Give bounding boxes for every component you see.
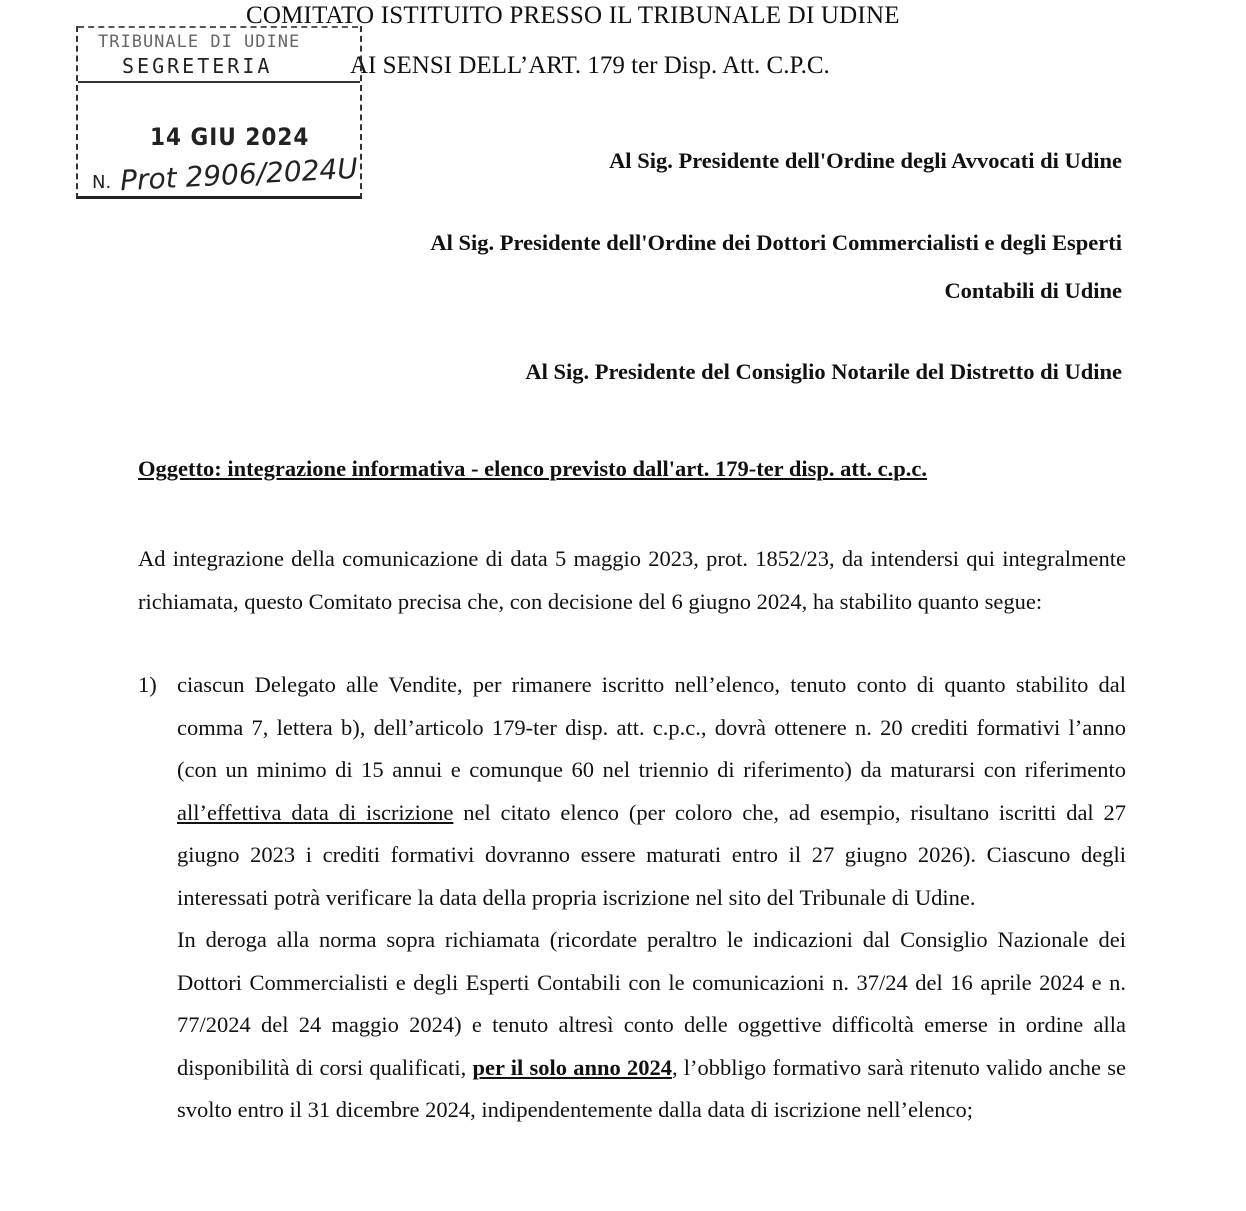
item-paragraph-2: [177, 919, 1126, 1132]
stamp-department: SEGRETERIA: [122, 54, 273, 78]
stamp-protocol-label: N.: [92, 172, 112, 193]
addressee-avvocati: Al Sig. Presidente dell'Ordine degli Avvocati di Udine: [609, 148, 1122, 173]
item-p1-underlined: all’effettiva data di iscrizione: [177, 799, 454, 825]
addressee-notai: Al Sig. Presidente del Consiglio Notarile del Distretto di Udine: [525, 359, 1122, 384]
header-line-1: COMITATO ISTITUITO PRESSO IL TRIBUNALE DI UDINE: [246, 2, 900, 29]
stamp-top-border: [78, 26, 358, 28]
stamp-divider: [78, 81, 360, 83]
item-p2-text-a: In deroga alla norma sopra richiamata (ricordate peraltro le indicazioni dal Consiglio Nazionale dei Dottori Commercialisti e degli Esperti Contabili con le comunicazioni n. 37/24 del 16 aprile 2024 e n. 77/2024 del 24 maggio 2024) e tenuto altresì conto delle oggettive difficoltà emerse in ordine alla disponibilità di corsi qualificati,: [177, 927, 1126, 1080]
numbered-list: [138, 664, 1126, 1132]
list-item-number: 1): [138, 672, 157, 697]
header-line-2: AI SENSI DELL’ART. 179 ter Disp. Att. C.P.C.: [350, 52, 830, 79]
subject-line: Oggetto: integrazione informativa - elenco previsto dall'art. 179-ter disp. att. c.p.c.: [138, 456, 928, 481]
intro-text: Ad integrazione della comunicazione di data 5 maggio 2023, prot. 1852/23, da intendersi qui integralmente richiamata, questo Comitato precisa che, con decisione del 6 giugno 2024, ha stabilito quanto segue:: [138, 546, 1126, 614]
item-p1-text-a: ciascun Delegato alle Vendite, per rimanere iscritto nell’elenco, tenuto conto di quanto stabilito dal comma 7, lettera b), dell’articolo 179-ter disp. att. c.p.c., dovrà ottenere n. 20 crediti formativi l’anno (con un minimo di 15 annui e comunque 60 nel triennio di riferimento) da maturarsi con riferimento: [177, 672, 1126, 782]
item-p2-bold-underlined: per il solo anno 2024: [472, 1054, 672, 1080]
list-item: [177, 664, 1126, 1132]
item-paragraph-1: [177, 664, 1126, 919]
stamp-court: TRIBUNALE DI UDINE: [98, 32, 301, 52]
stamp-protocol-number: Prot 2906/2024U: [119, 151, 359, 198]
addressee-commercialisti-line-2: Contabili di Udine: [944, 278, 1122, 303]
stamp-date: 14 GIU 2024: [150, 123, 310, 151]
item-p2-text-b: , l’obbligo formativo sarà ritenuto valido anche se svolto entro il 31 dicembre 2024, indipendentemente dalla data di iscrizione nell’elenco;: [177, 1054, 1126, 1122]
protocol-stamp: [76, 26, 362, 199]
addressee-commercialisti-line-1: Al Sig. Presidente dell'Ordine dei Dottori Commercialisti e degli Esperti: [430, 230, 1122, 255]
intro-paragraph: [138, 538, 1126, 623]
item-p1-text-b: nel citato elenco (per coloro che, ad esempio, risultano iscritti dal 27 giugno 2023 i crediti formativi dovranno essere maturati entro il 27 giugno 2026). Ciascuno degli interessati potrà verificare la data della propria iscrizione nel sito del Tribunale di Udine.: [177, 799, 1126, 910]
